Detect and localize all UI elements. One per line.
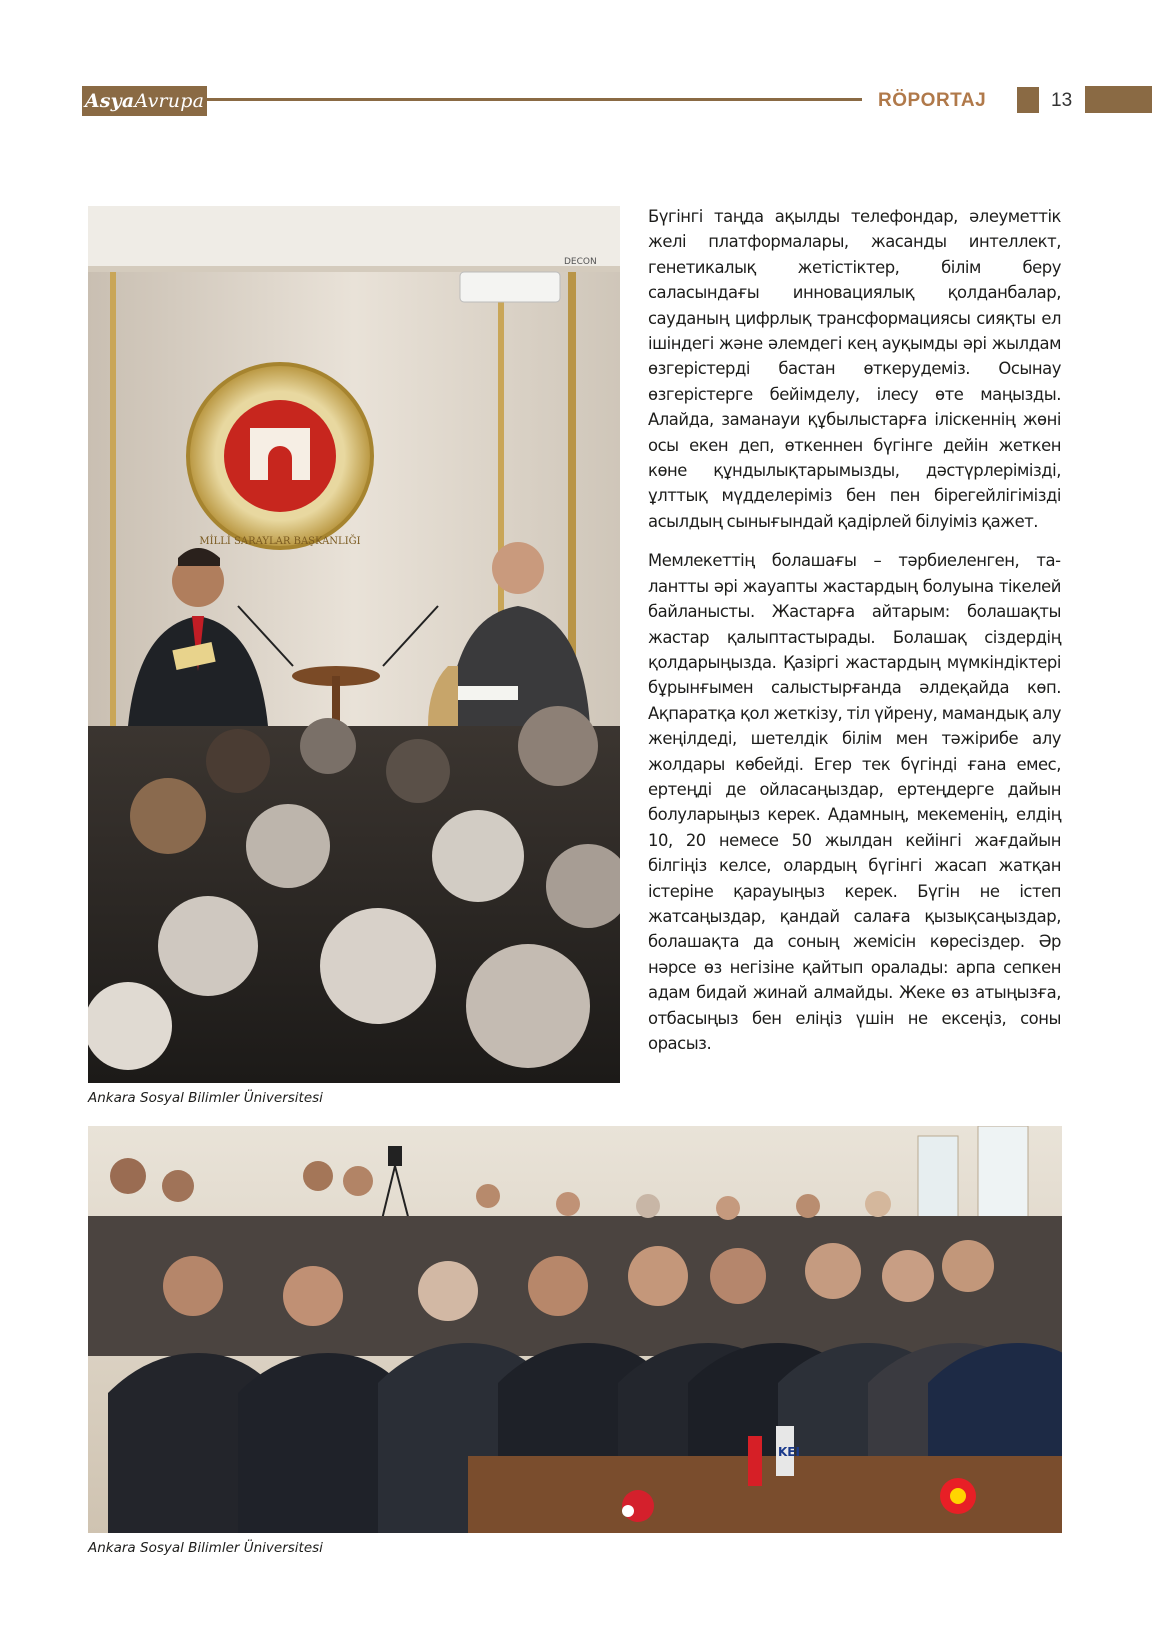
magazine-logo [82,86,207,116]
logo-bold: Asya [84,90,135,112]
header-right-bar [1085,86,1152,113]
article-body [648,204,1061,1070]
article-paragraph-2: Мемлекеттің болашағы – тәрбиеленген, талантты әрі жауапты жастардың болуына тікелей байланысты. Жастарға айтарым: болашақты жастар қалыптастырады. Болашақ сіздердің қолдарыңызда. Қазіргі жастардың мүмкіндіктері бұрынғымен салыстырғанда әлдеқайда көп. Ақпаратқа қол жеткізу, тіл үйрену, мамандық алу жеңілдеді, шетелдік білім мен тәжірибе алу жолдары көбейді. Егер тек бүгінді ғана емес, ертеңді де ойласаңыздар, ертеңдерге дайын болуларыңыз керек. Адамның, мекеменің, елдің 10, 20 немесе 50 жылдан кейінгі жағдайын білгіңіз келсе, олардың бүгінгі жасап жатқан істеріне қарауыңыз керек. Бүгін не істеп жатсаңыздар, қандай салаға қызықсаңыздар, болашақта да соның жемісін көресіздер. Әр нәрсе өз негізіне қайтып оралады: арпа сепкен адам бидай жинай алмайды. Жеке өз атыңызға, отбасыңыз бен еліңіз үшін не ексеңіз, соны орасыз. [648,551,1061,1053]
page-number: 13 [1051,90,1073,111]
section-label: RÖPORTAJ [878,90,987,111]
logo-text [85,90,204,112]
bottom-photo-caption: Ankara Sosyal Bilimler Üniversitesi [88,1540,323,1556]
projector-brand-text: DECON [564,257,597,267]
seal-text: MİLLİ SARAYLAR BAŞKANLIĞI [199,536,361,547]
header-rule [207,98,862,101]
interview-photo [88,206,620,1083]
article-paragraph-1: Бүгінгі таңда ақылды телефондар, әлеуметтік желі платформалары, жасанды интеллект, генетикалық жетістіктер, білім беру саласындағы инновациялық қолданбалар, сауданың цифрлық трансформациясы сияқты ел ішіндегі және әлемдегі кең ауқымды әрі жылдам өзгерістерді бастан өткерудеміз. Осынау өзгерістерге бейімделу, ілесу өте маңызды. Алайда, заманауи құбылыстарға іліскеннің жөні осы екен деп, өткеннен бүгінге дейін жеткен көне құндылықтарымызды, дәстүрлерімізді, ұлттық мүдделеріміз бен пен бірегейлігімізді асылдың сынығындай қадірлей білуіміз қажет. [648,207,1061,531]
top-photo-caption: Ankara Sosyal Bilimler Üniversitesi [88,1090,323,1106]
flag-text: KEI [778,1445,800,1459]
section-marker [1017,87,1039,113]
logo-light: Avrupa [134,90,205,112]
audience-photo [88,1126,1062,1533]
